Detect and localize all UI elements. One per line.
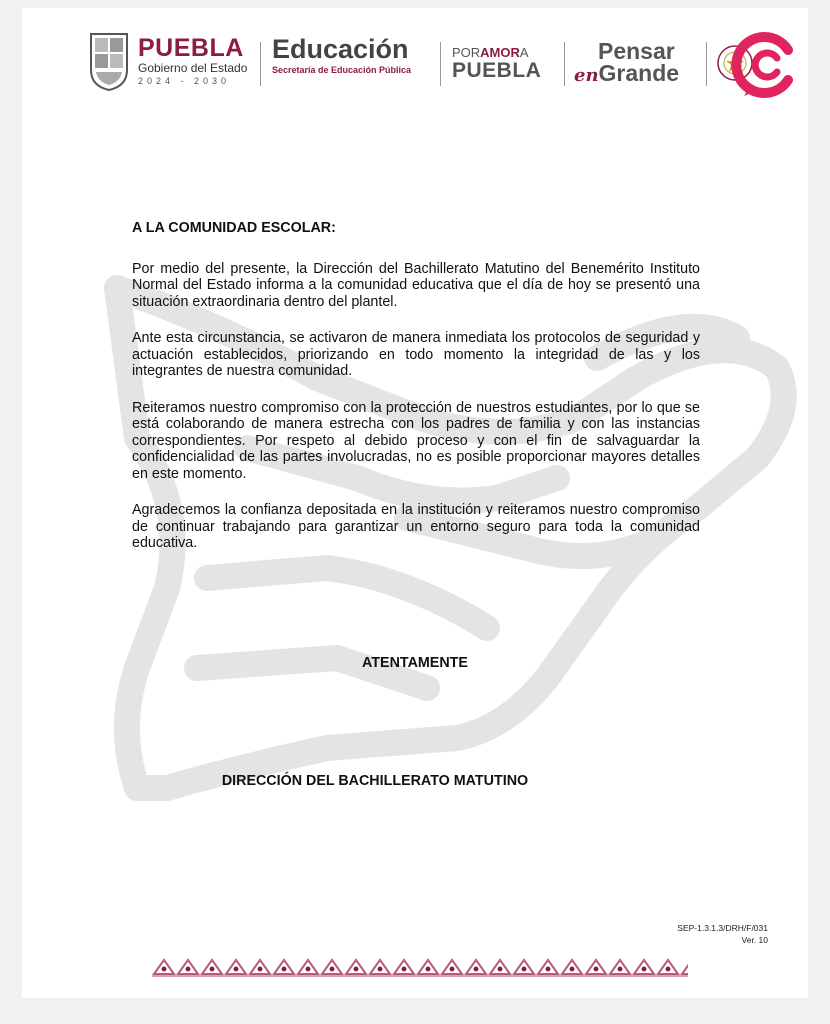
closing-text: ATENTAMENTE [362, 655, 468, 671]
por-amor-a-puebla-logo [452, 44, 541, 80]
puebla-years: 2024 - 2030 [138, 76, 231, 86]
paragraph-1: Por medio del presente, la Dirección del Bachillerato Matutino del Benemérito Instituto Normal del Estado informa a la comunidad educativa que el día de hoy se presentó una situación extraordinaria dentro del plantel. [132, 260, 700, 310]
puebla-slogan-text: PUEBLA [452, 59, 542, 82]
letter-body [132, 220, 700, 572]
educacion-logo [272, 34, 411, 76]
pensar-en-grande-logo [574, 40, 679, 87]
document-page [22, 8, 808, 998]
signature-text: DIRECCIÓN DEL BACHILLERATO MATUTINO [221, 773, 529, 789]
amor-text: AMOR [480, 45, 520, 60]
document-code: SEP-1.3.1.3/DRH/F/031 [677, 923, 768, 933]
document-version: Ver. 10 [741, 935, 768, 945]
puebla-name: PUEBLA [138, 34, 244, 62]
header-divider [440, 42, 441, 86]
en-text: en [574, 65, 599, 86]
pensar-text: Pensar [598, 38, 675, 64]
puebla-subtitle: Gobierno del Estado [138, 61, 248, 75]
paragraph-4: Agradecemos la confianza depositada en la institución y reiteramos nuestro compromiso de continuar trabajando para garantizar un entorno seguro para toda la comunidad educativa. [132, 502, 700, 551]
header-divider [564, 42, 565, 86]
por-text: POR [452, 45, 481, 60]
educacion-subtitle: Secretaría de Educación Pública [272, 65, 412, 75]
cc-logo-icon [730, 30, 800, 100]
letter-heading: A LA COMUNIDAD ESCOLAR: [132, 220, 336, 236]
grande-text: Grande [598, 60, 680, 86]
a-text: A [519, 45, 529, 60]
document-reference [677, 922, 768, 946]
letterhead [22, 8, 808, 118]
puebla-government-logo [86, 30, 247, 92]
puebla-crest-icon [86, 30, 132, 92]
decorative-border-pattern [152, 956, 688, 978]
educacion-name: Educación [272, 34, 409, 64]
header-divider [260, 42, 261, 86]
paragraph-2: Ante esta circunstancia, se activaron de manera inmediata los protocolos de seguridad y actuación establecidos, priorizando en todo momento la integridad de las y los integrantes de nuestra comunidad. [132, 330, 700, 379]
paragraph-3: Reiteramos nuestro compromiso con la protección de nuestros estudiantes, por lo que se está colaborando de manera estrecha con los padres de familia y con las instancias correspondientes. Por respeto al debido proceso y con el fin de salvaguardar la confidencialidad de las partes involucradas, no es posible proporcionar mayores detalles en este momento. [132, 399, 700, 482]
header-divider [706, 42, 707, 86]
